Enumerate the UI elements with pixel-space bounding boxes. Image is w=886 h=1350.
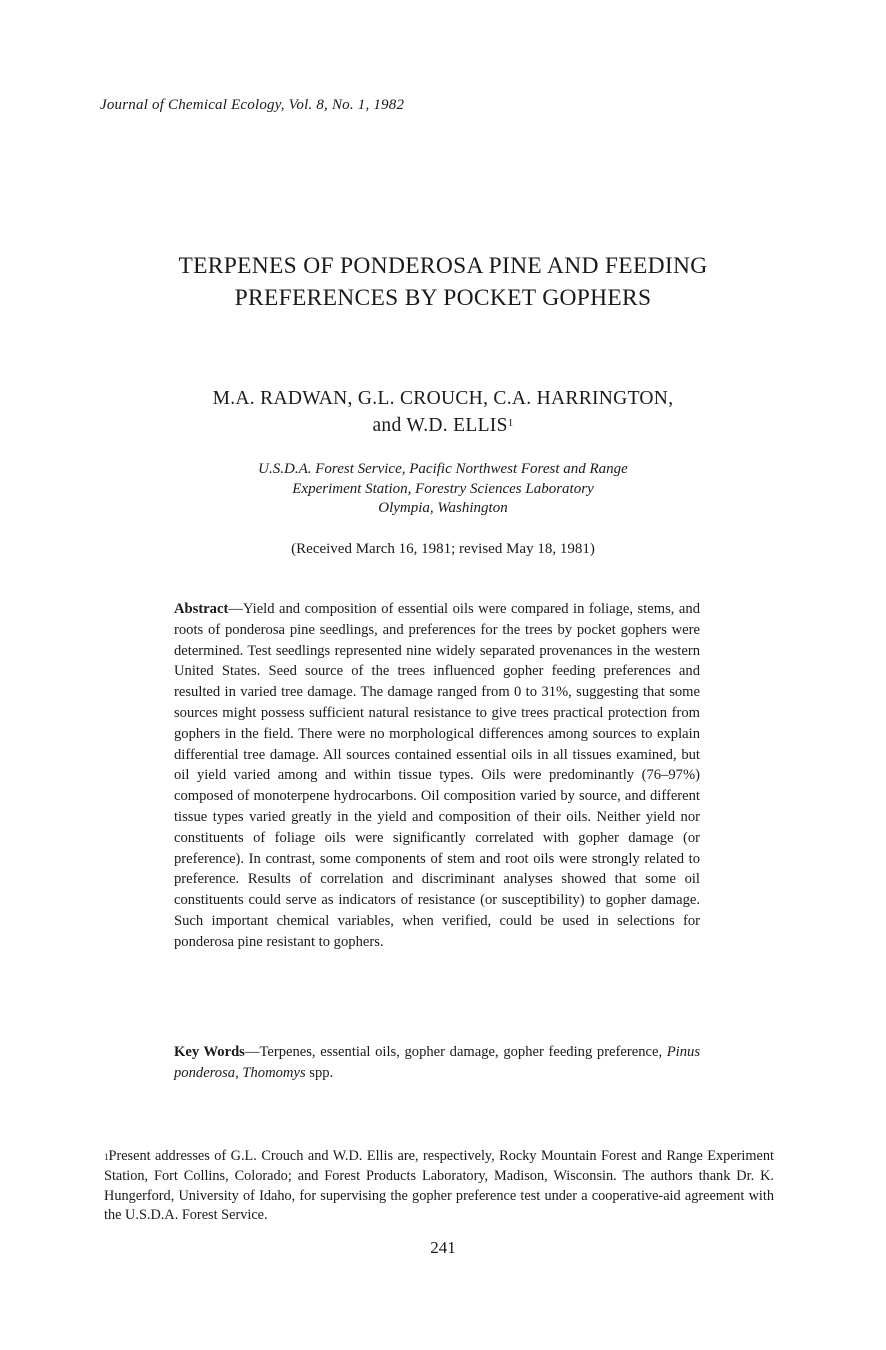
page-number: 241: [430, 1238, 456, 1257]
keywords-sep: ,: [235, 1064, 243, 1081]
authors-line-1: M.A. RADWAN, G.L. CROUCH, C.A. HARRINGTON,: [212, 388, 674, 409]
article-title: [0, 250, 886, 314]
affiliation-line-3: Olympia, Washington: [378, 500, 508, 516]
author-list: [0, 385, 886, 439]
authors-line-2-wrap: [0, 412, 886, 439]
keywords-text-b: spp.: [305, 1064, 334, 1081]
author-footnote-mark: 1: [507, 417, 514, 429]
affiliation-line-2: Experiment Station, Forestry Sciences Laboratory: [292, 480, 594, 497]
keywords-text-a: —Terpenes, essential oils, gopher damage, gopher feeding preference,: [244, 1044, 667, 1060]
keywords-label: Key Words: [174, 1044, 245, 1060]
abstract-label: Abstract: [174, 601, 229, 617]
abstract-text: —Yield and composition of essential oils were compared in foliage, stems, and roots of ponderosa pine seedlings, and preferences for the trees by pocket gophers were determined. Test seedlings represented nine widely separated provenances in the western United States. Seed source of the trees influenced gopher feeding preferences and resulted in varied tree damage. The damage ranged from 0 to 31%, suggesting that some sources might possess sufficient natural resistance to give trees practical protection from gophers in the field. There were no morphological differences among sources to explain differential tree damage. All sources contained essential oils in all tissues examined, but oil yield varied among and within tissue types. Oils were predominantly (76–97%) composed of monoterpene hydrocarbons. Oil composition varied by source, and different tissue types varied greatly in the yield and composition of their oils. Neither yield nor constituents of foliage oils were significantly correlated with gopher damage (or preference). In contrast, some components of stem and root oils were strongly related to preference. Results of correlation and discriminant analyses showed that some oil constituents could serve as indicators of resistance (or susceptibility) to gopher damage. Such important chemical variables, when verified, could be used in selections for ponderosa pine resistant to gophers.: [174, 601, 700, 950]
affiliation: [0, 460, 886, 519]
affiliation-line-1: U.S.D.A. Forest Service, Pacific Northwest Forest and Range: [258, 461, 628, 477]
received-dates: (Received March 16, 1981; revised May 18, 1981): [291, 541, 595, 557]
footnote: [104, 1147, 774, 1226]
abstract: [174, 599, 700, 953]
authors-line-2: and W.D. ELLIS: [372, 415, 508, 436]
footnote-mark: 1: [104, 1152, 109, 1162]
keyword-species-2: Thomomys: [242, 1064, 306, 1081]
keyword-species-1: Pinus ponderosa: [174, 1044, 701, 1081]
keywords: [174, 1042, 700, 1084]
footnote-text: Present addresses of G.L. Crouch and W.D. Ellis are, respectively, Rocky Mountain Forest and Range Experiment Station, Fort Collins, Colorado; and Forest Products Laboratory, Madison, Wisconsin. The authors thank Dr. K. Hungerford, University of Idaho, for supervising the gopher preference test under a cooperative-aid agreement with the U.S.D.A. Forest Service.: [104, 1148, 774, 1224]
title-line-1: TERPENES OF PONDEROSA PINE AND FEEDING: [178, 253, 708, 279]
journal-citation: Journal of Chemical Ecology, Vol. 8, No. 1, 1982: [100, 97, 405, 113]
title-line-2: PREFERENCES BY POCKET GOPHERS: [234, 285, 652, 311]
